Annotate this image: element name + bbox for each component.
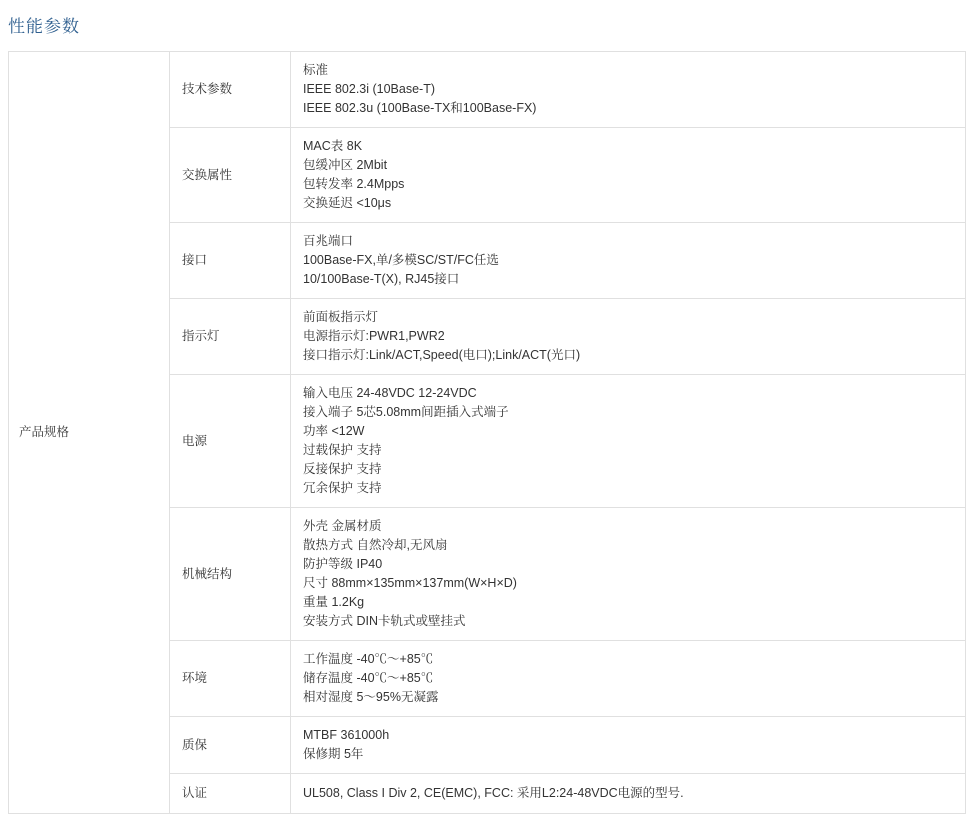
value-line: 尺寸 88mm×135mm×137mm(W×H×D) <box>303 576 517 590</box>
value-line: 标准 <box>303 63 329 77</box>
specification-table-body <box>9 52 966 814</box>
value-line: 过载保护 支持 <box>303 443 382 457</box>
value-line: 包缓冲区 2Mbit <box>303 158 388 172</box>
row-label: 机械结构 <box>170 508 291 641</box>
value-line: 保修期 5年 <box>303 747 364 761</box>
value-line: 防护等级 IP40 <box>303 557 383 571</box>
value-line: 安装方式 DIN卡轨式或壁挂式 <box>303 614 466 628</box>
value-line: 散热方式 自然冷却,无风扇 <box>303 538 448 552</box>
row-label: 认证 <box>170 774 291 814</box>
row-value <box>291 641 966 717</box>
category-cell: 产品规格 <box>9 52 170 814</box>
table-row <box>9 52 966 128</box>
value-line: IEEE 802.3u (100Base-TX和100Base-FX) <box>303 101 537 115</box>
value-line: 功率 <12W <box>303 424 365 438</box>
value-line: 工作温度 -40℃～+85℃ <box>303 652 434 666</box>
value-line: 接入端子 5芯5.08mm间距插入式端子 <box>303 405 509 419</box>
value-line: 交换延迟 <10μs <box>303 196 392 210</box>
row-value <box>291 223 966 299</box>
row-label: 质保 <box>170 717 291 774</box>
row-value <box>291 375 966 508</box>
row-value <box>291 128 966 223</box>
row-label: 技术参数 <box>170 52 291 128</box>
row-value <box>291 774 966 814</box>
row-value <box>291 508 966 641</box>
row-label: 电源 <box>170 375 291 508</box>
value-line: 输入电压 24-48VDC 12-24VDC <box>303 386 477 400</box>
value-line: 冗余保护 支持 <box>303 481 382 495</box>
value-line: 外壳 金属材质 <box>303 519 382 533</box>
value-line: 反接保护 支持 <box>303 462 382 476</box>
page-title: 性能参数 <box>8 17 80 36</box>
value-line: 包转发率 2.4Mpps <box>303 177 405 191</box>
value-line: UL508, Class I Div 2, CE(EMC), FCC: 采用L2:24-48VDC电源的型号. <box>303 786 684 800</box>
value-line: 百兆端口 <box>303 234 354 248</box>
value-line: 重量 1.2Kg <box>303 595 365 609</box>
value-line: 接口指示灯:Link/ACT,Speed(电口);Link/ACT(光口) <box>303 348 581 362</box>
value-line: 100Base-FX,单/多模SC/ST/FC任选 <box>303 253 499 267</box>
value-line: MAC表 8K <box>303 139 363 153</box>
row-label: 指示灯 <box>170 299 291 375</box>
value-line: IEEE 802.3i (10Base-T) <box>303 82 436 96</box>
value-line: 10/100Base-T(X), RJ45接口 <box>303 272 460 286</box>
value-line: 储存温度 -40℃～+85℃ <box>303 671 434 685</box>
value-line: 相对湿度 5～95%无凝露 <box>303 690 439 704</box>
specification-table <box>8 51 966 814</box>
value-line: 电源指示灯:PWR1,PWR2 <box>303 329 445 343</box>
row-label: 环境 <box>170 641 291 717</box>
row-label: 接口 <box>170 223 291 299</box>
row-value <box>291 299 966 375</box>
row-value <box>291 52 966 128</box>
row-label: 交换属性 <box>170 128 291 223</box>
value-line: 前面板指示灯 <box>303 310 379 324</box>
value-line: MTBF 361000h <box>303 728 390 742</box>
row-value <box>291 717 966 774</box>
